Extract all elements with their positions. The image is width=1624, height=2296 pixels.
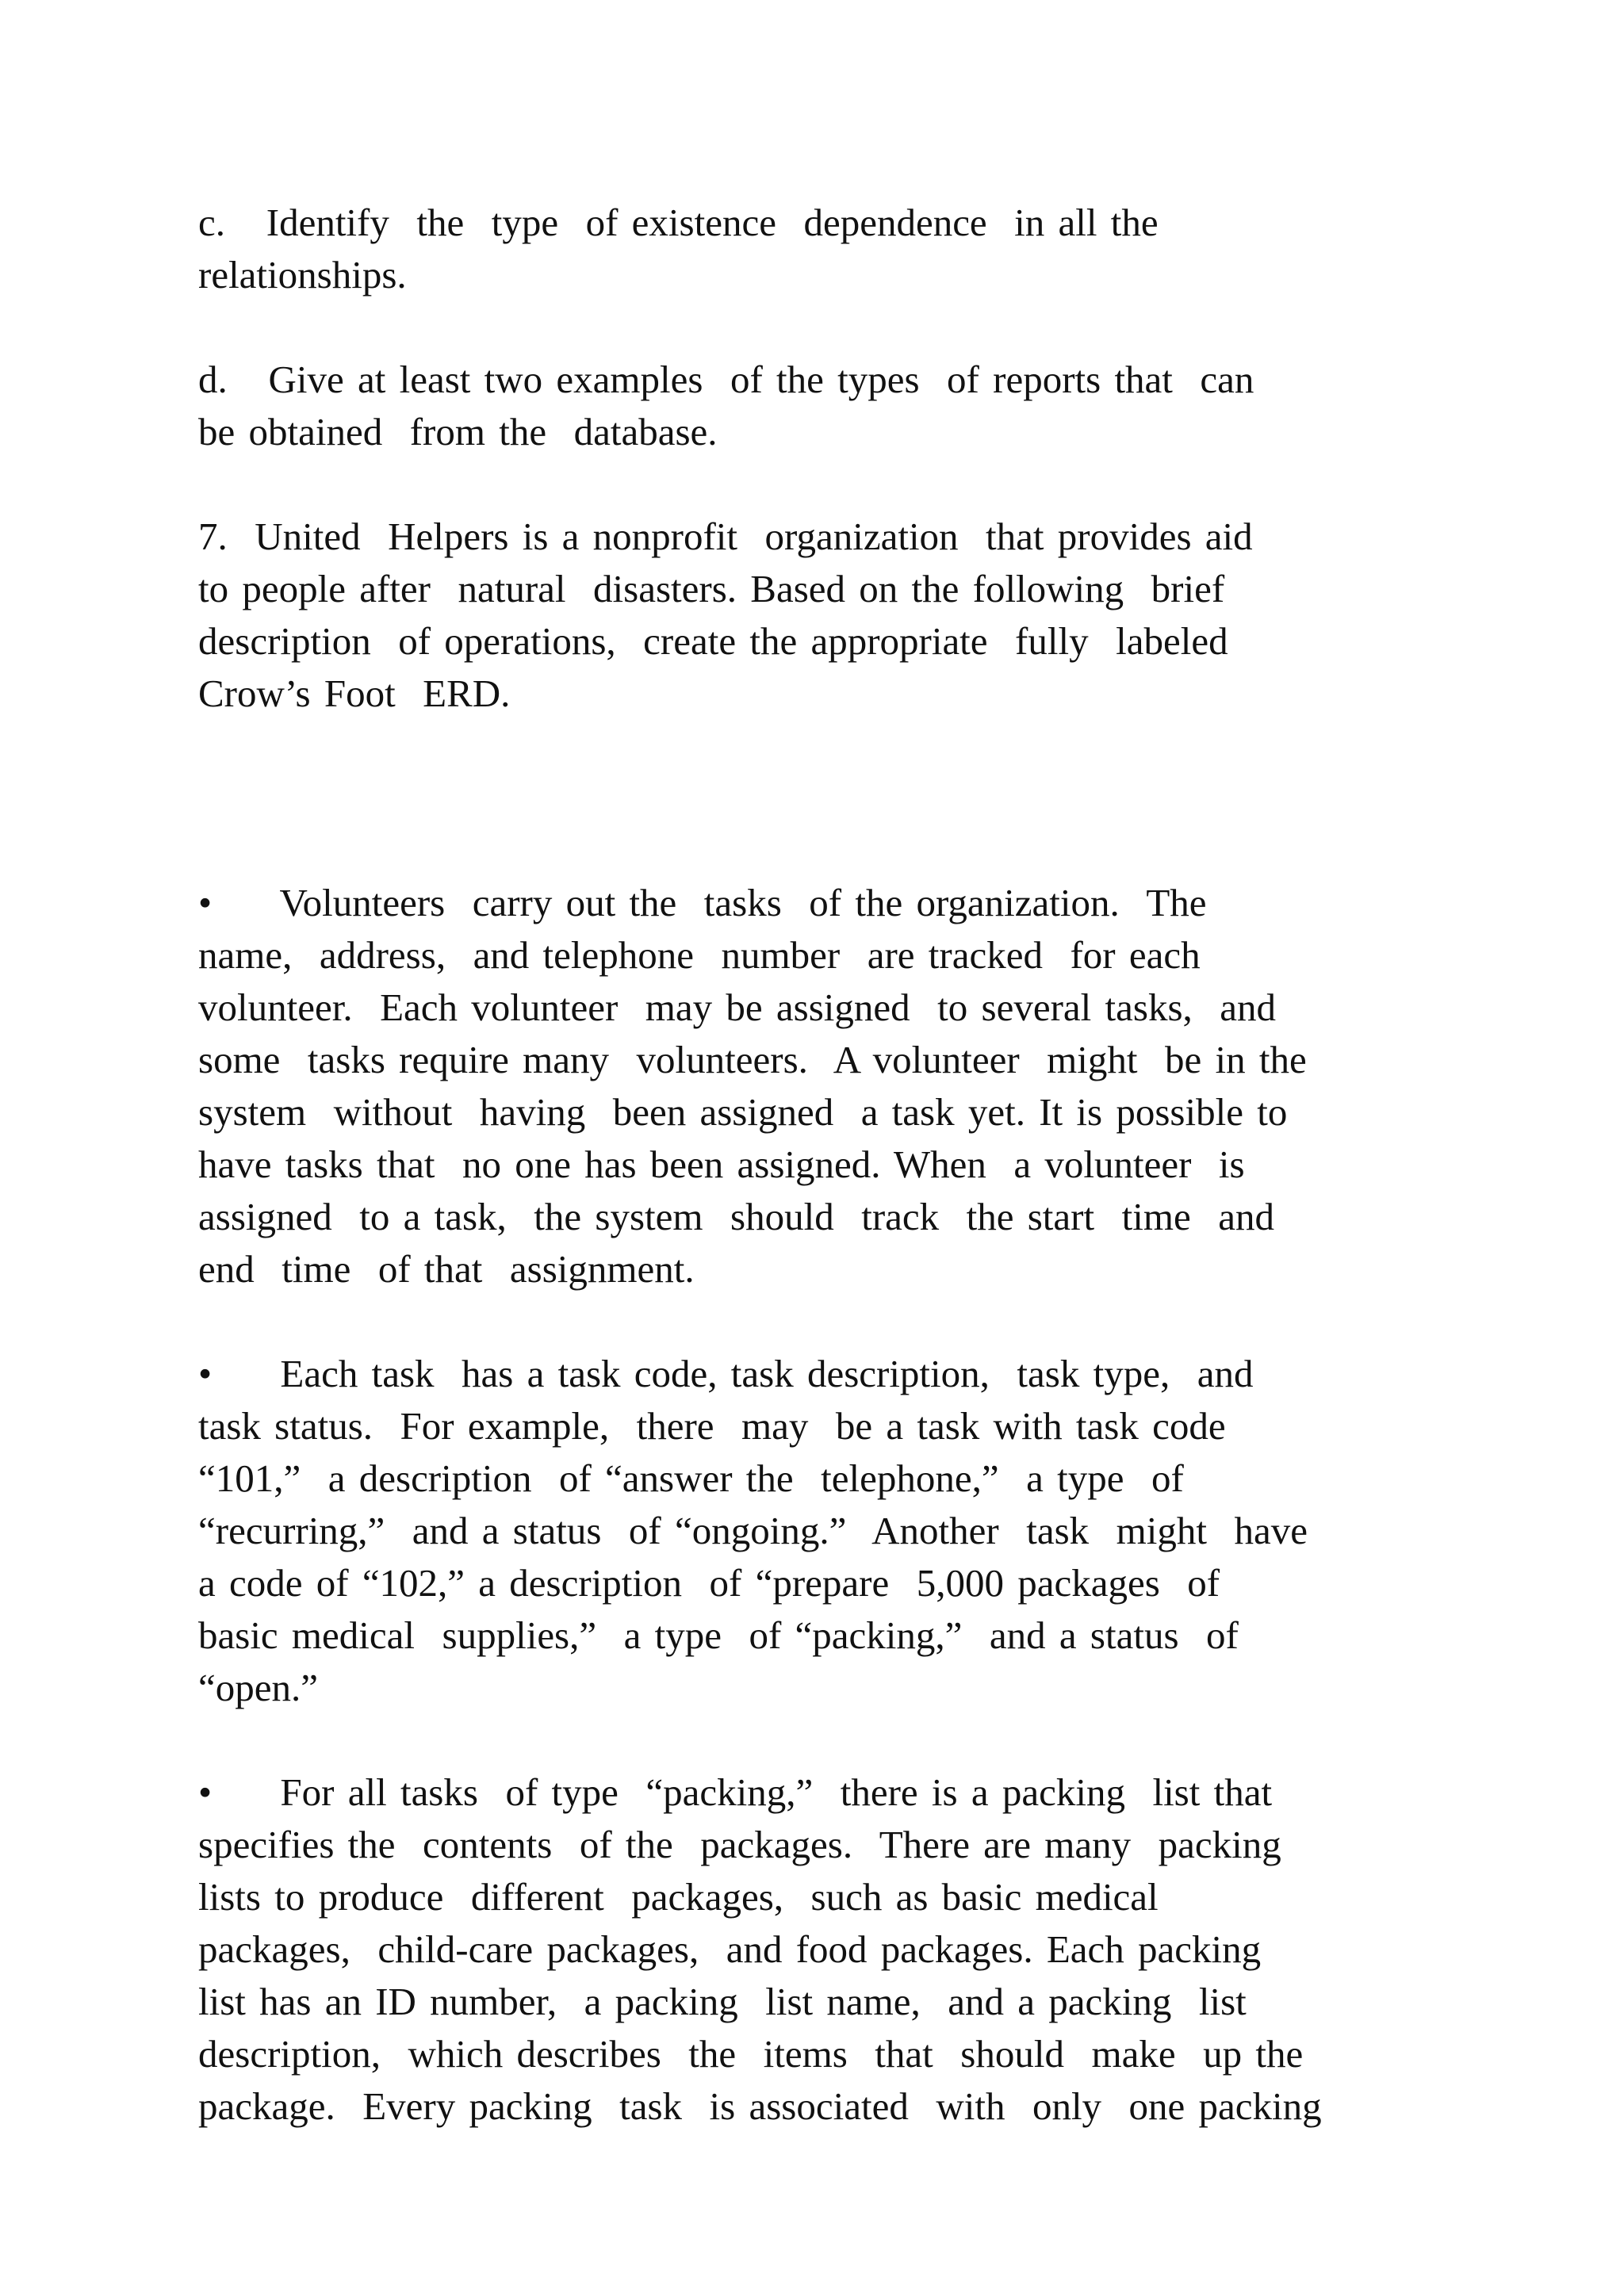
text-line: “recurring,” and a status of “ongoing.” Another task might have: [198, 1509, 1308, 1552]
paragraph-question-c: [198, 197, 1443, 301]
text-line: name, address, and telephone number are tracked for each: [198, 933, 1201, 977]
text-line: system without having been assigned a task yet. It is possible to: [198, 1090, 1288, 1134]
text-line: lists to produce different packages, such as basic medical: [198, 1875, 1159, 1919]
text-line: 7. United Helpers is a nonprofit organization that provides aid: [198, 515, 1253, 558]
bullet-tasks: [198, 1348, 1443, 1714]
text-line: Crow’s Foot ERD.: [198, 672, 511, 715]
paragraph-problem-7: [198, 511, 1443, 720]
text-line: • Each task has a task code, task description, task type, and: [198, 1352, 1254, 1395]
text-line: to people after natural disasters. Based on the following brief: [198, 567, 1225, 610]
text-line: have tasks that no one has been assigned. When a volunteer is: [198, 1142, 1245, 1186]
text-line: be obtained from the database.: [198, 410, 718, 453]
text-line: specifies the contents of the packages. There are many packing: [198, 1823, 1281, 1866]
document-body: [198, 197, 1443, 2185]
text-line: d. Give at least two examples of the types of reports that can: [198, 358, 1254, 401]
text-line: description, which describes the items that should make up the: [198, 2032, 1304, 2076]
text-line: “open.”: [198, 1666, 318, 1709]
text-line: packages, child-care packages, and food packages. Each packing: [198, 1927, 1262, 1971]
text-line: some tasks require many volunteers. A volunteer might be in the: [198, 1038, 1307, 1081]
text-line: • For all tasks of type “packing,” there is a packing list that: [198, 1770, 1273, 1814]
text-line: description of operations, create the appropriate fully labeled: [198, 619, 1228, 663]
text-line: “101,” a description of “answer the telephone,” a type of: [198, 1456, 1184, 1500]
text-line: end time of that assignment.: [198, 1247, 695, 1291]
text-line: volunteer. Each volunteer may be assigned to several tasks, and: [198, 985, 1277, 1029]
text-line: assigned to a task, the system should track the start time and: [198, 1195, 1274, 1238]
text-line: • Volunteers carry out the tasks of the organization. The: [198, 881, 1207, 924]
text-line: package. Every packing task is associated with only one packing: [198, 2084, 1322, 2128]
paragraph-question-d: [198, 354, 1443, 458]
text-line: relationships.: [198, 253, 407, 297]
bullet-volunteers: [198, 877, 1443, 1295]
text-line: a code of “102,” a description of “prepare 5,000 packages of: [198, 1561, 1220, 1605]
text-line: basic medical supplies,” a type of “packing,” and a status of: [198, 1613, 1239, 1657]
spacer: [198, 772, 1443, 877]
text-line: task status. For example, there may be a task with task code: [198, 1404, 1226, 1448]
text-line: list has an ID number, a packing list name, and a packing list: [198, 1980, 1247, 2023]
text-line: c. Identify the type of existence dependence in all the: [198, 201, 1159, 244]
bullet-packing-lists: [198, 1766, 1443, 2133]
